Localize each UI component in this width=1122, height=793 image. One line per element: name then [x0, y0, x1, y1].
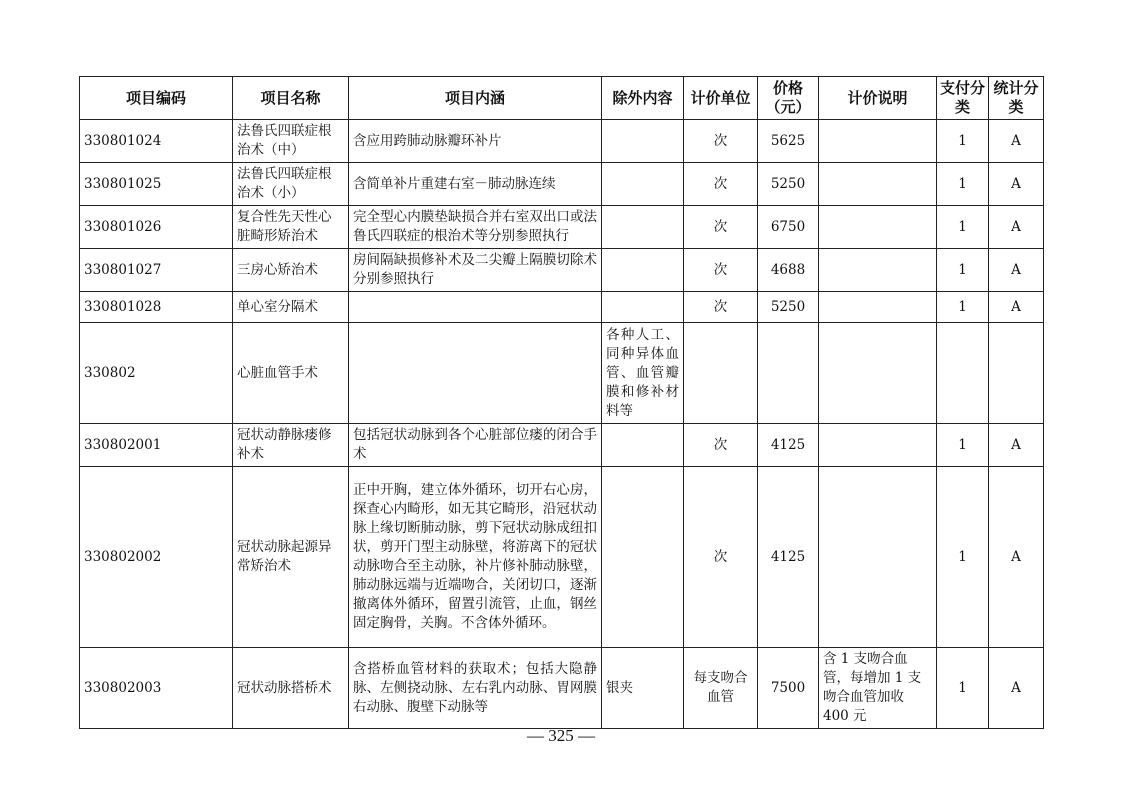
- cell-exclusion: [602, 206, 684, 249]
- table-row: [80, 424, 1044, 467]
- header-exclusion: 除外内容: [602, 77, 684, 120]
- cell-pay: 1: [937, 163, 989, 206]
- cell-content: 含简单补片重建右室－肺动脉连续: [349, 163, 602, 206]
- cell-unit: 次: [684, 163, 758, 206]
- cell-code: 330801028: [80, 292, 233, 323]
- cell-stat: A: [989, 292, 1044, 323]
- cell-price: [758, 323, 819, 424]
- cell-stat: A: [989, 249, 1044, 292]
- cell-content: 包括冠状动脉到各个心脏部位瘘的闭合手术: [349, 424, 602, 467]
- cell-exclusion: 银夹: [602, 648, 684, 729]
- table-row: [80, 323, 1044, 424]
- cell-exclusion: [602, 163, 684, 206]
- cell-code: 330801025: [80, 163, 233, 206]
- cell-unit: 次: [684, 120, 758, 163]
- cell-stat: A: [989, 120, 1044, 163]
- header-row: [80, 77, 1044, 120]
- cell-stat: [989, 323, 1044, 424]
- cell-stat: A: [989, 424, 1044, 467]
- cell-price: 4125: [758, 467, 819, 648]
- cell-name: 三房心矫治术: [233, 249, 349, 292]
- cell-note: [819, 323, 937, 424]
- cell-note: [819, 424, 937, 467]
- header-name: 项目名称: [233, 77, 349, 120]
- cell-exclusion: [602, 249, 684, 292]
- cell-name: 冠状动脉起源异常矫治术: [233, 467, 349, 648]
- cell-price: 7500: [758, 648, 819, 729]
- cell-name: 法鲁氏四联症根治术（小）: [233, 163, 349, 206]
- cell-pay: 1: [937, 249, 989, 292]
- cell-price: 5250: [758, 292, 819, 323]
- table-row: [80, 120, 1044, 163]
- cell-stat: A: [989, 648, 1044, 729]
- table-row: [80, 467, 1044, 648]
- header-code: 项目编码: [80, 77, 233, 120]
- header-note: 计价说明: [819, 77, 937, 120]
- cell-price: 5250: [758, 163, 819, 206]
- table-row: [80, 249, 1044, 292]
- cell-stat: A: [989, 467, 1044, 648]
- cell-name: 法鲁氏四联症根治术（中）: [233, 120, 349, 163]
- table-row: [80, 648, 1044, 729]
- cell-note: [819, 467, 937, 648]
- cell-pay: 1: [937, 467, 989, 648]
- cell-content: 完全型心内膜垫缺损合并右室双出口或法鲁氏四联症的根治术等分别参照执行: [349, 206, 602, 249]
- cell-unit: 次: [684, 292, 758, 323]
- cell-pay: 1: [937, 424, 989, 467]
- cell-code: 330802003: [80, 648, 233, 729]
- cell-content: [349, 323, 602, 424]
- cell-pay: [937, 323, 989, 424]
- cell-note: [819, 163, 937, 206]
- cell-content: [349, 292, 602, 323]
- cell-pay: 1: [937, 292, 989, 323]
- header-content: 项目内涵: [349, 77, 602, 120]
- table-row: [80, 163, 1044, 206]
- cell-unit: 次: [684, 467, 758, 648]
- cell-exclusion: [602, 467, 684, 648]
- table-row: [80, 292, 1044, 323]
- cell-name: 单心室分隔术: [233, 292, 349, 323]
- cell-content: 正中开胸，建立体外循环，切开右心房，探查心内畸形，如无其它畸形，沿冠状动脉上缘切断肺动脉，剪下冠状动脉成纽扣状，剪开门型主动脉壁，将游离下的冠状动脉吻合至主动脉，补片修补肺动脉壁，肺动脉远端与近端吻合，关闭切口，逐渐撤离体外循环，留置引流管，止血，钢丝固定胸骨，关胸。不含体外循环。: [349, 467, 602, 648]
- cell-stat: A: [989, 163, 1044, 206]
- cell-code: 330801027: [80, 249, 233, 292]
- cell-content: 房间隔缺损修补术及二尖瓣上隔膜切除术分别参照执行: [349, 249, 602, 292]
- cell-name: 冠状动脉搭桥术: [233, 648, 349, 729]
- cell-note: [819, 206, 937, 249]
- cell-note: [819, 249, 937, 292]
- header-stat: 统计分类: [989, 77, 1044, 120]
- cell-note: 含 1 支吻合血管，每增加 1 支吻合血管加收 400 元: [819, 648, 937, 729]
- cell-price: 6750: [758, 206, 819, 249]
- cell-unit: 次: [684, 249, 758, 292]
- cell-unit: 次: [684, 424, 758, 467]
- cell-content: 含搭桥血管材料的获取术；包括大隐静脉、左侧挠动脉、左右乳内动脉、胃网膜右动脉、腹壁下动脉等: [349, 648, 602, 729]
- cell-code: 330801024: [80, 120, 233, 163]
- cell-pay: 1: [937, 648, 989, 729]
- cell-price: 4688: [758, 249, 819, 292]
- cell-name: 复合性先天性心脏畸形矫治术: [233, 206, 349, 249]
- cell-code: 330801026: [80, 206, 233, 249]
- cell-name: 心脏血管手术: [233, 323, 349, 424]
- cell-pay: 1: [937, 206, 989, 249]
- cell-exclusion: [602, 424, 684, 467]
- cell-unit: 每支吻合血管: [684, 648, 758, 729]
- cell-code: 330802: [80, 323, 233, 424]
- header-pay: 支付分类: [937, 77, 989, 120]
- cell-stat: A: [989, 206, 1044, 249]
- table-row: [80, 206, 1044, 249]
- cell-pay: 1: [937, 120, 989, 163]
- header-unit: 计价单位: [684, 77, 758, 120]
- cell-exclusion: [602, 292, 684, 323]
- cell-unit: [684, 323, 758, 424]
- fee-schedule-table: [79, 76, 1044, 729]
- cell-unit: 次: [684, 206, 758, 249]
- cell-code: 330802002: [80, 467, 233, 648]
- cell-content: 含应用跨肺动脉瓣环补片: [349, 120, 602, 163]
- cell-price: 4125: [758, 424, 819, 467]
- header-price: 价格（元）: [758, 77, 819, 120]
- cell-exclusion: 各种人工、同种异体血管、血管瓣膜和修补材料等: [602, 323, 684, 424]
- page-number: — 325 —: [527, 726, 595, 745]
- cell-exclusion: [602, 120, 684, 163]
- cell-price: 5625: [758, 120, 819, 163]
- cell-note: [819, 120, 937, 163]
- cell-code: 330802001: [80, 424, 233, 467]
- cell-name: 冠状动静脉瘘修补术: [233, 424, 349, 467]
- cell-note: [819, 292, 937, 323]
